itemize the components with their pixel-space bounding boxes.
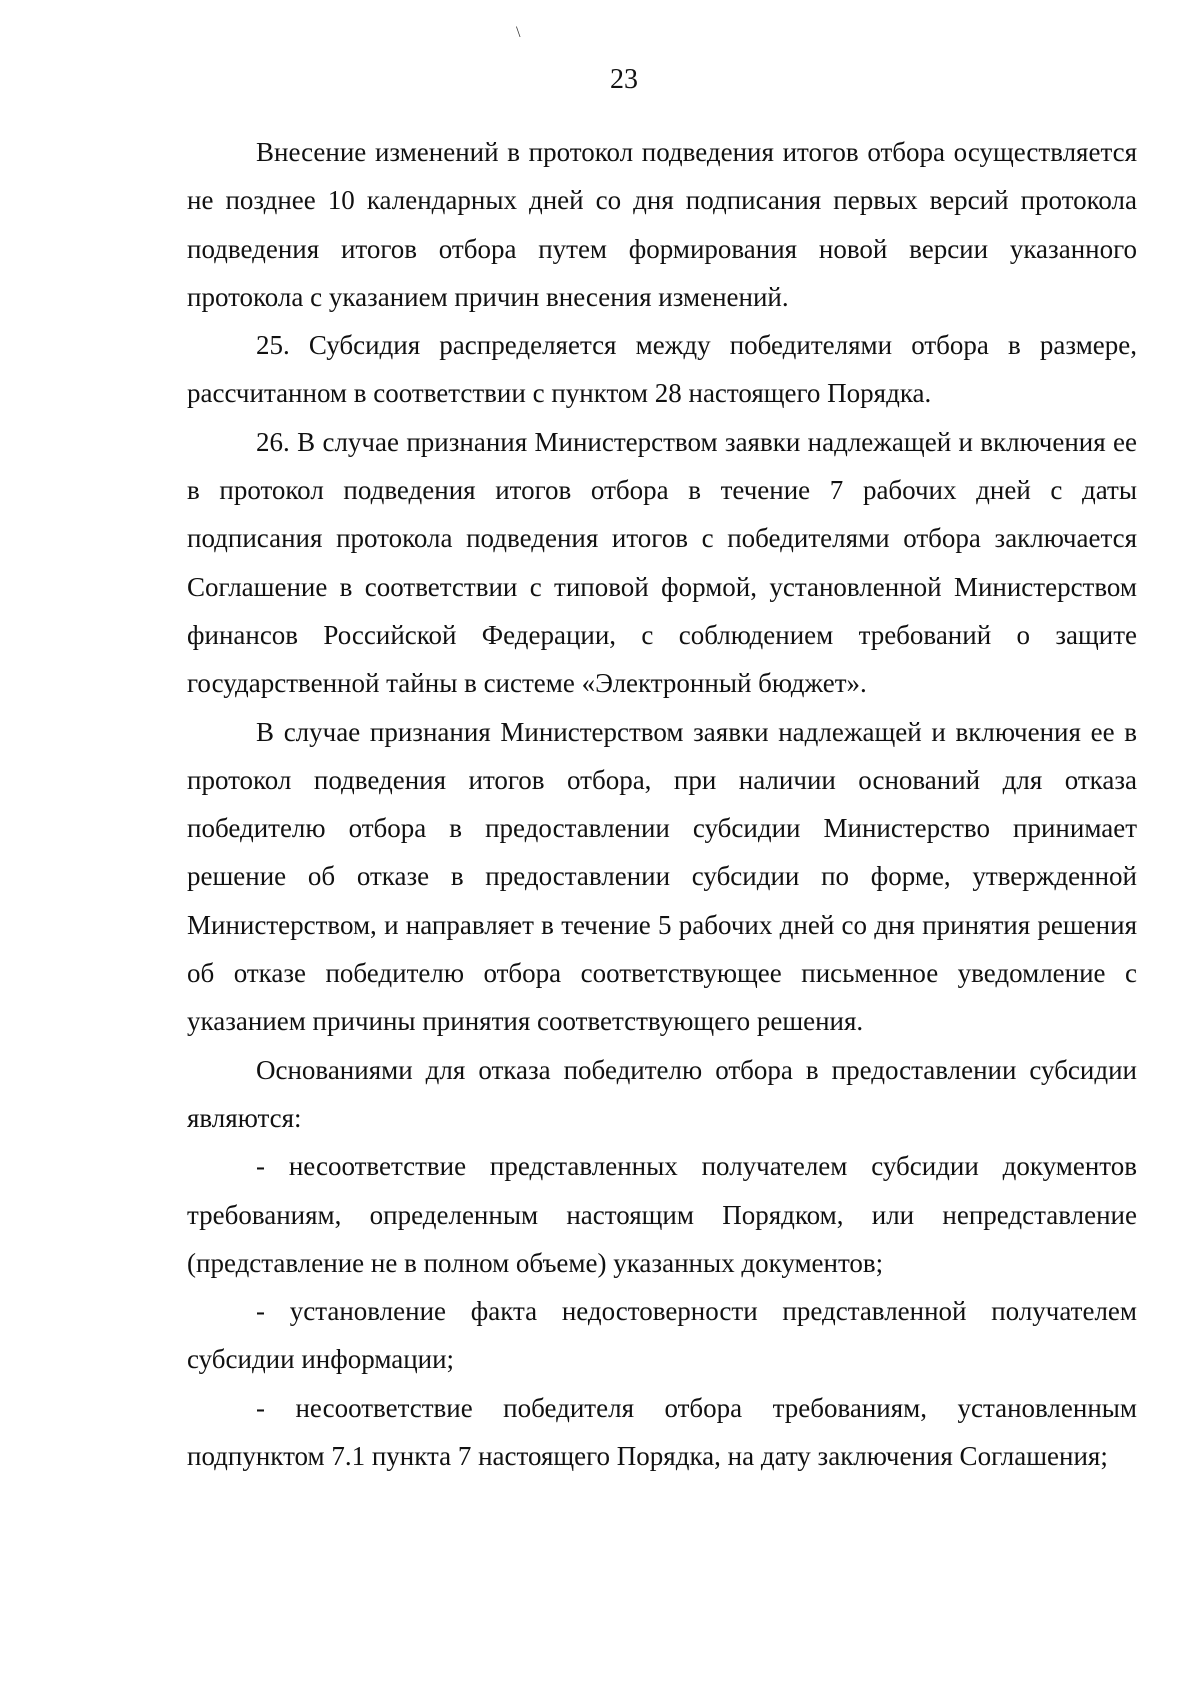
- paragraph-protocol-changes: Внесение изменений в протокол подведения итогов отбора осуществляется не позднее 10 календарных дней со дня подписания первых версий протокола подведения итогов отбора путем формирования новой версии указанного протокола с указанием причин внесения изменений.: [187, 137, 1137, 312]
- paragraph-refusal-grounds-intro: Основаниями для отказа победителю отбора в предоставлении субсидии являются:: [187, 1054, 1137, 1133]
- paragraph-25-subsidy-distribution: 25. Субсидия распределяется между победителями отбора в размере, рассчитанном в соответствии с пунктом 28 настоящего Порядка.: [187, 330, 1137, 409]
- document-body: [187, 128, 1137, 1480]
- page-number: 23: [610, 64, 638, 95]
- list-item-requirements-mismatch: - несоответствие победителя отбора требованиям, установленным подпунктом 7.1 пункта 7 настоящего Порядка, на дату заключения Соглашения;: [187, 1392, 1137, 1472]
- list-item-documents-mismatch: - несоответствие представленных получателем субсидии документов требованиям, определенным настоящим Порядком, или непредставление (представление не в полном объеме) указанных документов;: [187, 1151, 1137, 1278]
- scan-artifact-mark: \: [516, 24, 521, 41]
- paragraph-refusal-decision: В случае признания Министерством заявки надлежащей и включения ее в протокол подведения итогов отбора, при наличии оснований для отказа победителю отбора в предоставлении субсидии Министерство принимает решение об отказе в предоставлении субсидии по форме, утвержденной Министерством, и направляет в течение 5 рабочих дней со дня принятия решения об отказе победителю отбора соответствующее письменное уведомление с указанием причины принятия соответствующего решения.: [187, 716, 1137, 1037]
- list-item-false-information: - установление факта недостоверности представленной получателем субсидии информации;: [187, 1296, 1137, 1375]
- paragraph-26-agreement: 26. В случае признания Министерством заявки надлежащей и включения ее в протокол подведения итогов отбора в течение 7 рабочих дней с даты подписания протокола подведения итогов с победителями отбора заключается Соглашение в соответствии с типовой формой, установленной Министерством финансов Российской Федерации, с соблюдением требований о защите государственной тайны в системе «Электронный бюджет».: [187, 426, 1137, 699]
